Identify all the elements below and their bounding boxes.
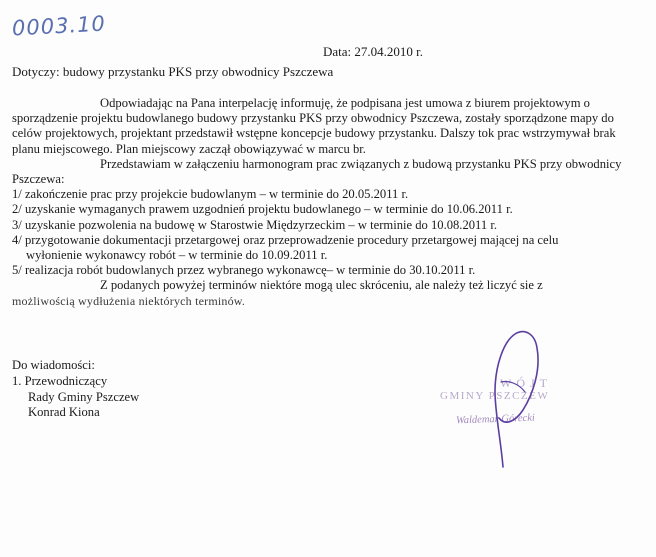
stamp-name: Waldemar Górecki	[455, 412, 536, 427]
schedule-item-4-continued: wyłonienie wykonawcy robót – w terminie do 10.09.2011 r.	[26, 248, 328, 263]
letter-body	[12, 96, 642, 309]
schedule-item-3: 3/ uzyskanie pozwolenia na budowę w Starostwie Międzyrzeckim – w terminie do 10.08.2011 r.	[12, 217, 497, 232]
closing-line-2: możliwością wydłużenia niektórych terminów.	[12, 293, 246, 308]
cc-item-1-line-2: Rady Gminy Pszczew	[28, 389, 140, 404]
document-date: Data: 27.04.2010 r.	[323, 44, 424, 59]
document-subject: Dotyczy: budowy przystanku PKS przy obwodnicy Pszczewa	[12, 64, 334, 79]
schedule-item-5: 5/ realizacja robót budowlanych przez wybranego wykonawcę– w terminie do 30.10.2011 r.	[12, 263, 476, 278]
cc-recipients	[12, 358, 139, 421]
stamp-title: WÓJT	[500, 376, 552, 390]
schedule-item-4: 4/ przygotowanie dokumentacji przetargowej oraz przeprowadzenie procedury przetargowej mającej na celu	[12, 232, 559, 247]
paragraph-schedule-intro: Przedstawiam w załączeniu harmonogram prac związanych z budową przystanku PKS przy obwodnicy Pszczewa:	[12, 156, 622, 187]
paragraph-response: Odpowiadając na Pana interpelację informuję, że podpisana jest umowa z biurem projektowym o sporządzenie projektu budowlanego budowy przystanku PKS przy obwodnicy Pszczewa, zostały sporządzone mapy do celów projektowych, projektant przedstawił wstępne koncepcje budowy przystanku. Dalszy tok prac wstrzymywał brak planu miejscowego. Plan miejscowy zaczął obowiązywać w marcu br.	[12, 96, 616, 156]
cc-item-1: 1. Przewodniczący	[12, 373, 108, 388]
schedule-item-1: 1/ zakończenie prac przy projekcie budowlanym – w terminie do 20.05.2011 r.	[12, 187, 409, 202]
handwritten-reference-number: 0003.10	[11, 11, 107, 41]
cc-item-2: Konrad Kiona	[28, 405, 100, 420]
cc-heading: Do wiadomości:	[12, 358, 95, 372]
stamp-office: GMINY PSZCZEW	[440, 390, 550, 402]
schedule-item-2: 2/ uzyskanie wymaganych prawem uzgodnień projektu budowlanego – w terminie do 10.06.2011 r.	[12, 202, 513, 217]
handwritten-signature	[465, 322, 575, 472]
closing-line-1: Z podanych powyżej terminów niektóre mogą ulec skróceniu, ale należy też liczyć sie z	[100, 278, 543, 293]
